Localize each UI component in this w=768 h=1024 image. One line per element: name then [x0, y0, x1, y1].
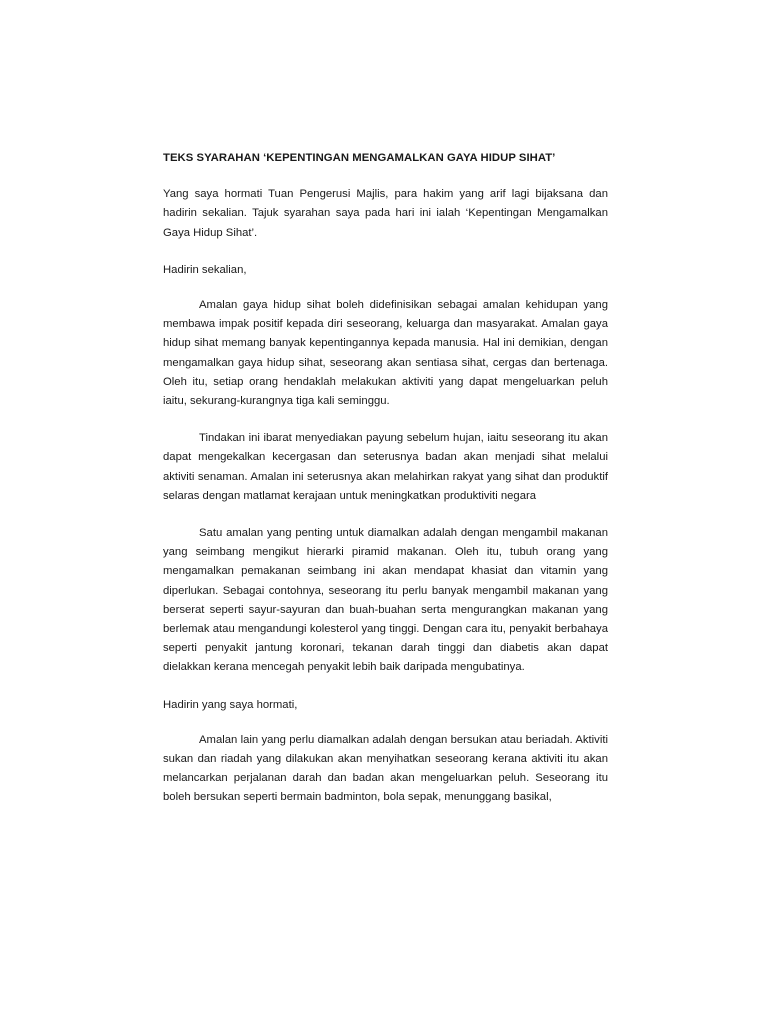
salutation-2: Hadirin yang saya hormati,	[163, 698, 298, 711]
opening-paragraph: Yang saya hormati Tuan Pengerusi Majlis, para hakim yang arif lagi bijaksana dan hadirin sekalian. Tajuk syarahan saya pada hari ini ialah ‘Kepentingan Mengamalkan Gaya Hidup Sihat’.	[163, 188, 608, 239]
paragraph-3: Satu amalan yang penting untuk diamalkan adalah dengan mengambil makanan yang seimbang mengikut hierarki piramid makanan. Oleh itu, tubuh orang yang mengamalkan pemakanan seimbang ini akan mendapat khasiat dan vitamin yang diperlukan. Sebagai contohnya, seseorang itu perlu banyak mengambil makanan yang berserat seperti sayur-sayuran dan buah-buahan serta mengurangkan makanan yang berlemak atau mengandungi kolesterol yang tinggi. Dengan cara itu, penyakit berbahaya seperti penyakit jantung koronari, tekanan darah tinggi dan diabetis akan dapat dielakkan kerana mencegah penyakit lebih baik daripada mengubatinya.	[163, 527, 608, 674]
paragraph-4: Amalan lain yang perlu diamalkan adalah dengan bersukan atau beriadah. Aktiviti sukan dan riadah yang dilakukan akan menyihatkan seseorang kerana aktiviti itu akan melancarkan perjalanan darah dan badan akan mengeluarkan peluh. Seseorang itu boleh bersukan seperti bermain badminton, bola sepak, menunggang basikal,	[163, 733, 608, 804]
document-body	[163, 149, 608, 808]
salutation-1: Hadirin sekalian,	[163, 263, 247, 276]
paragraph-2: Tindakan ini ibarat menyediakan payung sebelum hujan, iaitu seseorang itu akan dapat mengekalkan kecergasan dan seterusnya badan akan menjadi sihat melalui aktiviti senaman. Amalan ini seterusnya akan melahirkan rakyat yang sihat dan produktif selaras dengan matlamat kerajaan untuk meningkatkan produktiviti negara	[163, 432, 608, 502]
document-title: TEKS SYARAHAN ‘KEPENTINGAN MENGAMALKAN GAYA HIDUP SIHAT’	[163, 152, 556, 164]
paragraph-1: Amalan gaya hidup sihat boleh didefinisikan sebagai amalan kehidupan yang membawa impak positif kepada diri seseorang, keluarga dan masyarakat. Amalan gaya hidup sihat memang banyak kepentingannya kepada manusia. Hal ini demikian, dengan mengamalkan gaya hidup sihat, seseorang akan sentiasa sihat, cergas dan bertenaga. Oleh itu, setiap orang hendaklah melakukan aktiviti yang dapat mengeluarkan peluh iaitu, sekurang-kurangnya tiga kali seminggu.	[163, 299, 608, 408]
